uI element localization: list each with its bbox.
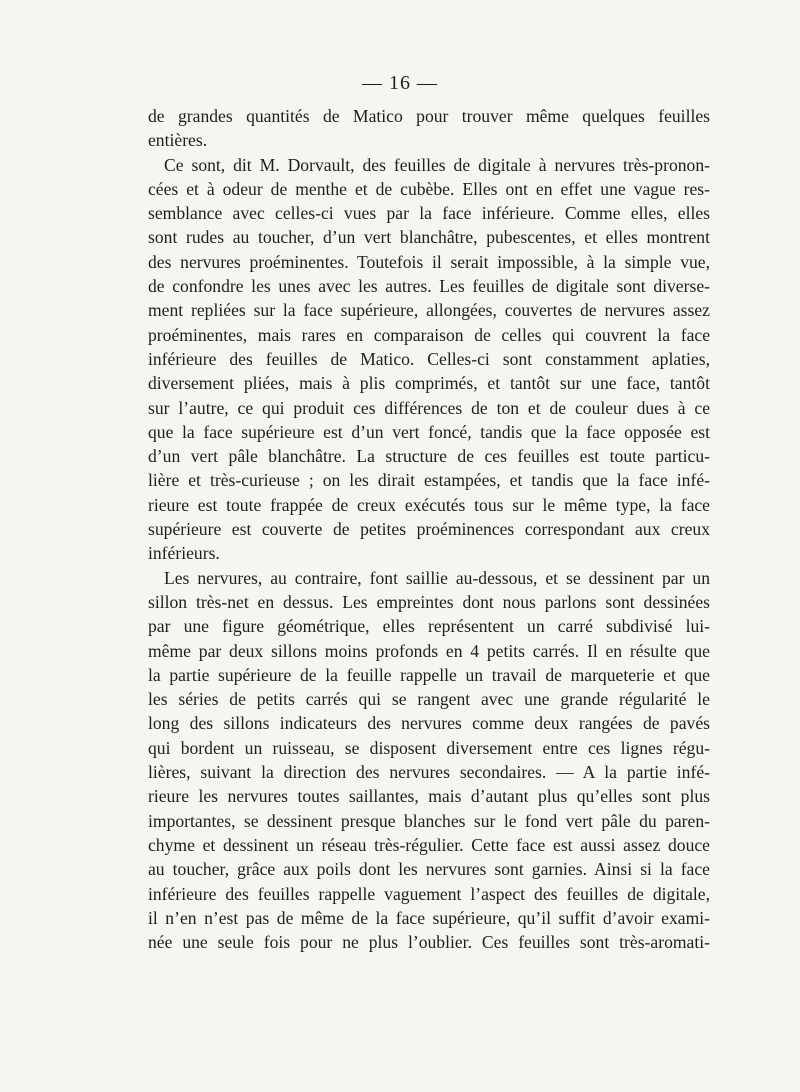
text-line: ment repliées sur la face supérieure, allongées, couvertes de nervures assez <box>148 300 710 321</box>
text-line: chyme et dessinent un réseau très-régulier. Cette face est aussi assez douce <box>148 834 710 855</box>
text-line: rieure les nervures toutes saillantes, mais d’autant plus qu’elles sont plus <box>148 786 710 807</box>
text-line: des nervures proéminentes. Toutefois il serait impossible, à la simple vue, <box>148 251 710 272</box>
text-line: long des sillons indicateurs des nervures comme deux rangées de pavés <box>148 713 710 734</box>
text-line: sillon très-net en dessus. Les empreintes dont nous parlons sont dessinées <box>148 591 710 612</box>
text-line: née une seule fois pour ne plus l’oublier. Ces feuilles sont très-aromati- <box>148 932 710 953</box>
page-number: — 16 — <box>362 72 438 94</box>
text-line: semblance avec celles-ci vues par la face inférieure. Comme elles, elles <box>148 203 710 224</box>
text-line: d’un vert pâle blanchâtre. La structure de ces feuilles est toute particu- <box>148 446 710 467</box>
text-line: il n’en n’est pas de même de la face supérieure, qu’il suffit d’avoir exami- <box>148 907 710 928</box>
text-line: importantes, se dessinent presque blanches sur le fond vert pâle du paren- <box>148 810 710 831</box>
text-line: Ce sont, dit M. Dorvault, des feuilles de digitale à nervures très-pronon- <box>164 154 710 175</box>
body-text <box>148 104 710 954</box>
text-line: de grandes quantités de Matico pour trouver même quelques feuilles <box>148 106 710 126</box>
text-line: lière et très-curieuse ; on les dirait estampées, et tandis que la face infé- <box>148 470 710 491</box>
text-line: qui bordent un ruisseau, se disposent diversement entre ces lignes régu- <box>148 737 710 758</box>
text-line: inférieure des feuilles rappelle vaguement l’aspect des feuilles de digitale, <box>148 883 710 904</box>
text-line: Les nervures, au contraire, font saillie au-dessous, et se dessinent par un <box>164 567 710 588</box>
text-line: rieure est toute frappée de creux exécutés tous sur le même type, la face <box>148 494 710 515</box>
text-line: inférieurs. <box>148 543 220 564</box>
text-line: proéminentes, mais rares en comparaison de celles qui couvrent la face <box>148 324 710 345</box>
text-line: au toucher, grâce aux poils dont les nervures sont garnies. Ainsi si la face <box>148 859 710 880</box>
text-line: par une figure géométrique, elles représentent un carré subdivisé lui- <box>148 616 710 637</box>
text-line: les séries de petits carrés qui se rangent avec une grande régularité le <box>148 689 710 710</box>
text-line: cées et à odeur de menthe et de cubèbe. Elles ont en effet une vague res- <box>148 178 710 199</box>
text-line: entières. <box>148 130 208 151</box>
text-line: sur l’autre, ce qui produit ces différences de ton et de couleur dues à ce <box>148 397 710 418</box>
text-line: même par deux sillons moins profonds en 4 petits carrés. Il en résulte que <box>148 640 710 661</box>
text-line: lières, suivant la direction des nervures secondaires. — A la partie infé- <box>148 762 710 783</box>
text-line: diversement pliées, mais à plis comprimés, et tantôt sur une face, tantôt <box>148 373 710 394</box>
text-line: de confondre les unes avec les autres. Les feuilles de digitale sont diverse- <box>148 276 710 297</box>
text-line: sont rudes au toucher, d’un vert blanchâtre, pubescentes, et elles montrent <box>148 227 710 248</box>
text-line: la partie supérieure de la feuille rappelle un travail de marqueterie et que <box>148 664 710 685</box>
text-line: inférieure des feuilles de Matico. Celles-ci sont constamment aplaties, <box>148 348 710 369</box>
text-line: que la face supérieure est d’un vert foncé, tandis que la face opposée est <box>148 421 710 442</box>
text-line: supérieure est couverte de petites proéminences correspondant aux creux <box>148 519 710 540</box>
